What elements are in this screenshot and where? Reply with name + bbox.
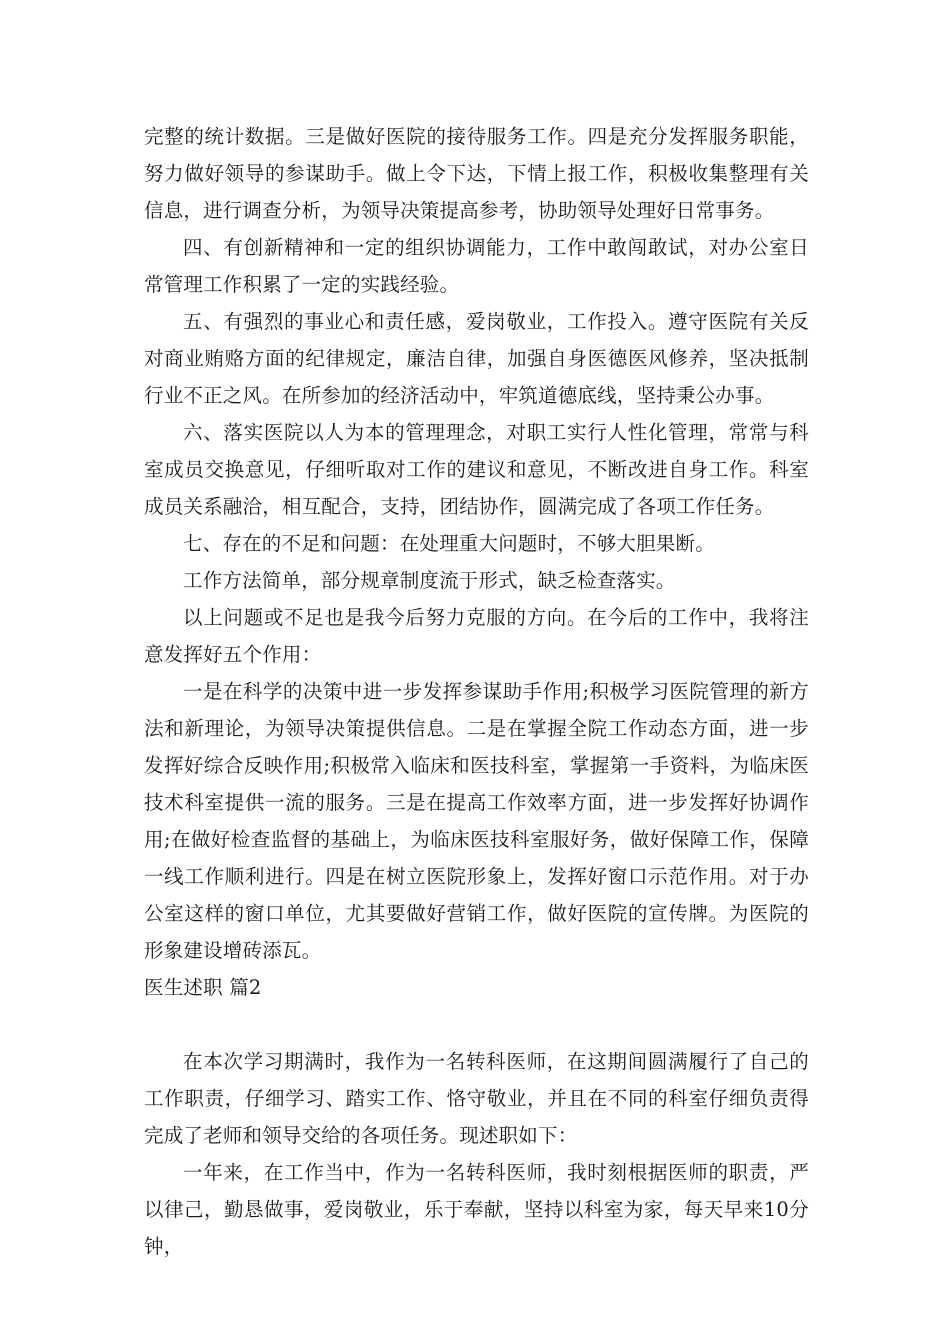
paragraph-item-six: 六、落实医院以人为本的管理理念，对职工实行人性化管理，常常与科室成员交换意见，仔细听取对工作的建议和意见，不断改进自身工作。科室成员关系融洽，相互配合，支持，团结协作，圆满完成了各项工作任务。	[144, 421, 809, 518]
document-body	[144, 118, 809, 1265]
paragraph-five-roles: 一是在科学的决策中进一步发挥参谋助手作用;积极学习医院管理的新方法和新理论，为领导决策提供信息。二是在掌握全院工作动态方面，进一步发挥好综合反映作用;积极常入临床和医技科室，掌握第一手资料，为临床医技术科室提供一流的服务。三是在提高工作效率方面，进一步发挥好协调作用;在做好检查监督的基础上，为临床医技科室服好务，做好保障工作，保障一线工作顺利进行。四是在树立医院形象上，发挥好窗口示范作用。对于办公室这样的窗口单位，尤其要做好营销工作，做好医院的宣传牌。为医院的形象建设增砖添瓦。	[144, 680, 809, 962]
section-heading: 医生述职 篇2	[144, 976, 262, 999]
paragraph-item-seven: 七、存在的不足和问题：在处理重大问题时，不够大胆果断。	[183, 532, 715, 555]
paragraph-item-five: 五、有强烈的事业心和责任感，爱岗敬业，工作投入。遵守医院有关反对商业贿赂方面的纪律规定，廉洁自律，加强自身医德医风修养，坚决抵制行业不正之风。在所参加的经济活动中，牢筑道德底线，坚持秉公办事。	[144, 310, 809, 407]
paragraph-shortcomings: 工作方法简单，部分规章制度流于形式，缺乏检查落实。	[183, 569, 676, 592]
paragraph-intro: 在本次学习期满时，我作为一名转科医师，在这期间圆满履行了自己的工作职责，仔细学习、踏实工作、恪守敬业，并且在不同的科室仔细负责得完成了老师和领导交给的各项任务。现述职如下：	[144, 1050, 809, 1147]
blank-line	[144, 1006, 809, 1043]
paragraph-direction: 以上问题或不足也是我今后努力克服的方向。在今后的工作中，我将注意发挥好五个作用：	[144, 606, 809, 666]
paragraph-continuation: 完整的统计数据。三是做好医院的接待服务工作。四是充分发挥服务职能，努力做好领导的参谋助手。做上令下达，下情上报工作，积极收集整理有关信息，进行调查分析，为领导决策提高参考，协助领导处理好日常事务。	[144, 125, 809, 222]
paragraph-year-review: 一年来，在工作当中，作为一名转科医师，我时刻根据医师的职责，严以律己，勤恳做事，爱岗敬业，乐于奉献，坚持以科室为家，每天早来10分钟，	[144, 1161, 809, 1258]
paragraph-item-four: 四、有创新精神和一定的组织协调能力，工作中敢闯敢试，对办公室日常管理工作积累了一定的实践经验。	[144, 236, 809, 296]
